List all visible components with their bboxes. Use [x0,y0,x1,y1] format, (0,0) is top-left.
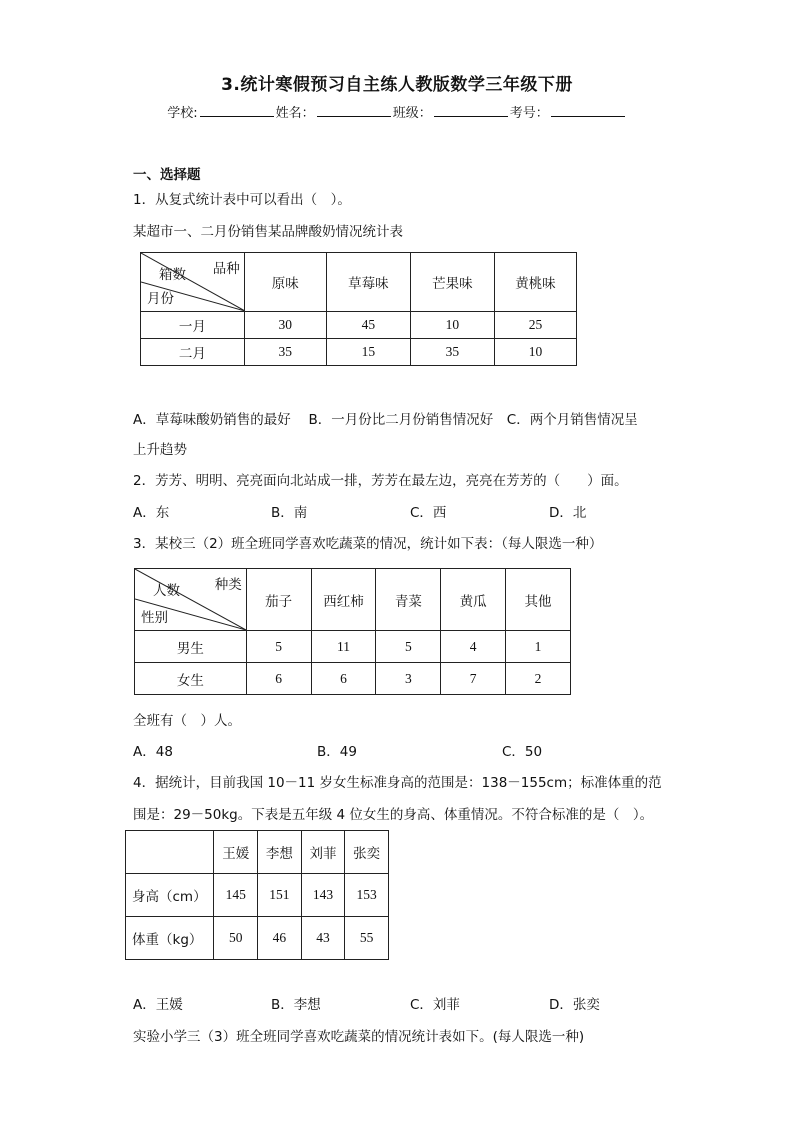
section-heading: 一、选择题 [133,167,201,183]
table-cell: 1 [506,631,571,663]
column-header: 芒果味 [410,253,494,312]
column-header: 黄桃味 [494,253,576,312]
table-row [141,339,577,366]
q2-option-d[interactable]: D．北 [549,505,587,521]
column-header: 李想 [258,831,302,874]
table-cell: 151 [258,874,302,917]
column-header: 其他 [506,569,571,631]
table-cell: 6 [246,663,311,695]
table-header-row [141,253,577,312]
table-cell: 50 [214,917,258,960]
student-info-line [0,102,794,121]
exam-no-blank[interactable] [551,102,625,117]
table-cell: 5 [376,631,441,663]
school-blank[interactable] [200,102,274,117]
q4-option-c[interactable]: C．刘菲 [410,997,460,1013]
q1-stem: 1．从复式统计表中可以看出（ ）。 [133,192,351,208]
diagonal-header-cell [141,253,245,312]
q1-table [140,252,577,366]
table-cell: 3 [376,663,441,695]
table-cell: 15 [326,339,410,366]
table-cell: 43 [301,917,345,960]
class-blank[interactable] [434,102,508,117]
q4-stem-line2: 围是：29－50kg。下表是五年级 4 位女生的身高、体重情况。不符合标准的是（ ）。 [133,807,654,823]
q2-option-c[interactable]: C．西 [410,505,447,521]
table-cell: 143 [301,874,345,917]
table-cell: 46 [258,917,302,960]
table-cell: 7 [441,663,506,695]
column-header: 原味 [244,253,326,312]
q3-question: 全班有（ ）人。 [133,713,241,729]
column-header: 刘菲 [301,831,345,874]
table-cell: 6 [311,663,376,695]
table-header-row [126,831,389,874]
q4-stem-line1: 4．据统计，目前我国 10－11 岁女生标准身高的范围是：138－155cm；标准体重的范 [133,775,662,791]
table-row [126,917,389,960]
table-cell: 45 [326,312,410,339]
name-blank[interactable] [317,102,391,117]
q2-option-b[interactable]: B．南 [271,505,308,521]
q2-stem: 2．芳芳、明明、亮亮面向北站成一排，芳芳在最左边，亮亮在芳芳的（ ）面。 [133,473,628,489]
q4-option-b[interactable]: B．李想 [271,997,321,1013]
q3-option-b[interactable]: B．49 [317,744,357,760]
row-label: 女生 [135,663,247,695]
q3-stem: 3．某校三（2）班全班同学喜欢吃蔬菜的情况，统计如下表：（每人限选一种） [133,536,603,552]
table-cell: 4 [441,631,506,663]
table-row [126,874,389,917]
table-row [141,312,577,339]
column-header: 草莓味 [326,253,410,312]
column-header: 青菜 [376,569,441,631]
table-cell: 145 [214,874,258,917]
school-label: 学校: [167,106,198,121]
column-header: 黄瓜 [441,569,506,631]
table-row [135,631,571,663]
q4-option-d[interactable]: D．张奕 [549,997,600,1013]
q4-table [125,830,389,960]
table-cell: 25 [494,312,576,339]
row-label: 体重（kg） [126,917,214,960]
empty-corner-cell [126,831,214,874]
row-label: 男生 [135,631,247,663]
table-cell: 35 [410,339,494,366]
row-label: 一月 [141,312,245,339]
column-header: 王媛 [214,831,258,874]
q1-options-line1: A．草莓味酸奶销售的最好 B．一月份比二月份销售情况好 C．两个月销售情况呈 [133,412,638,428]
q3-option-c[interactable]: C．50 [502,744,543,760]
corner-label-bottom: 性别 [141,610,168,626]
table-cell: 5 [246,631,311,663]
class-label: 班级： [392,106,432,121]
exam-no-label: 考号： [509,106,549,121]
table-cell: 30 [244,312,326,339]
table-cell: 153 [345,874,389,917]
row-label: 身高（cm） [126,874,214,917]
name-label: 姓名： [275,106,315,121]
table-row [135,663,571,695]
corner-label-bottom: 月份 [147,291,174,307]
table-cell: 10 [494,339,576,366]
q3-option-a[interactable]: A．48 [133,744,173,760]
page-title: 3.统计寒假预习自主练人教版数学三年级下册 [221,75,573,95]
row-label: 二月 [141,339,245,366]
corner-label-mid: 人数 [153,583,180,599]
q4-option-a[interactable]: A．王媛 [133,997,183,1013]
corner-label-mid: 箱数 [159,267,186,283]
table-cell: 2 [506,663,571,695]
table-cell: 55 [345,917,389,960]
q1-options-line2: 上升趋势 [133,442,187,458]
corner-label-top: 种类 [214,577,242,593]
q5-intro: 实验小学三（3）班全班同学喜欢吃蔬菜的情况统计表如下。(每人限选一种) [133,1029,585,1045]
table-header-row [135,569,571,631]
q1-table-caption: 某超市一、二月份销售某品牌酸奶情况统计表 [133,224,403,240]
q3-table [134,568,571,695]
table-cell: 11 [311,631,376,663]
q2-option-a[interactable]: A．东 [133,505,170,521]
column-header: 茄子 [246,569,311,631]
table-cell: 35 [244,339,326,366]
column-header: 西红柿 [311,569,376,631]
table-cell: 10 [410,312,494,339]
diagonal-header-cell [135,569,247,631]
corner-label-top: 品种 [212,261,240,277]
column-header: 张奕 [345,831,389,874]
